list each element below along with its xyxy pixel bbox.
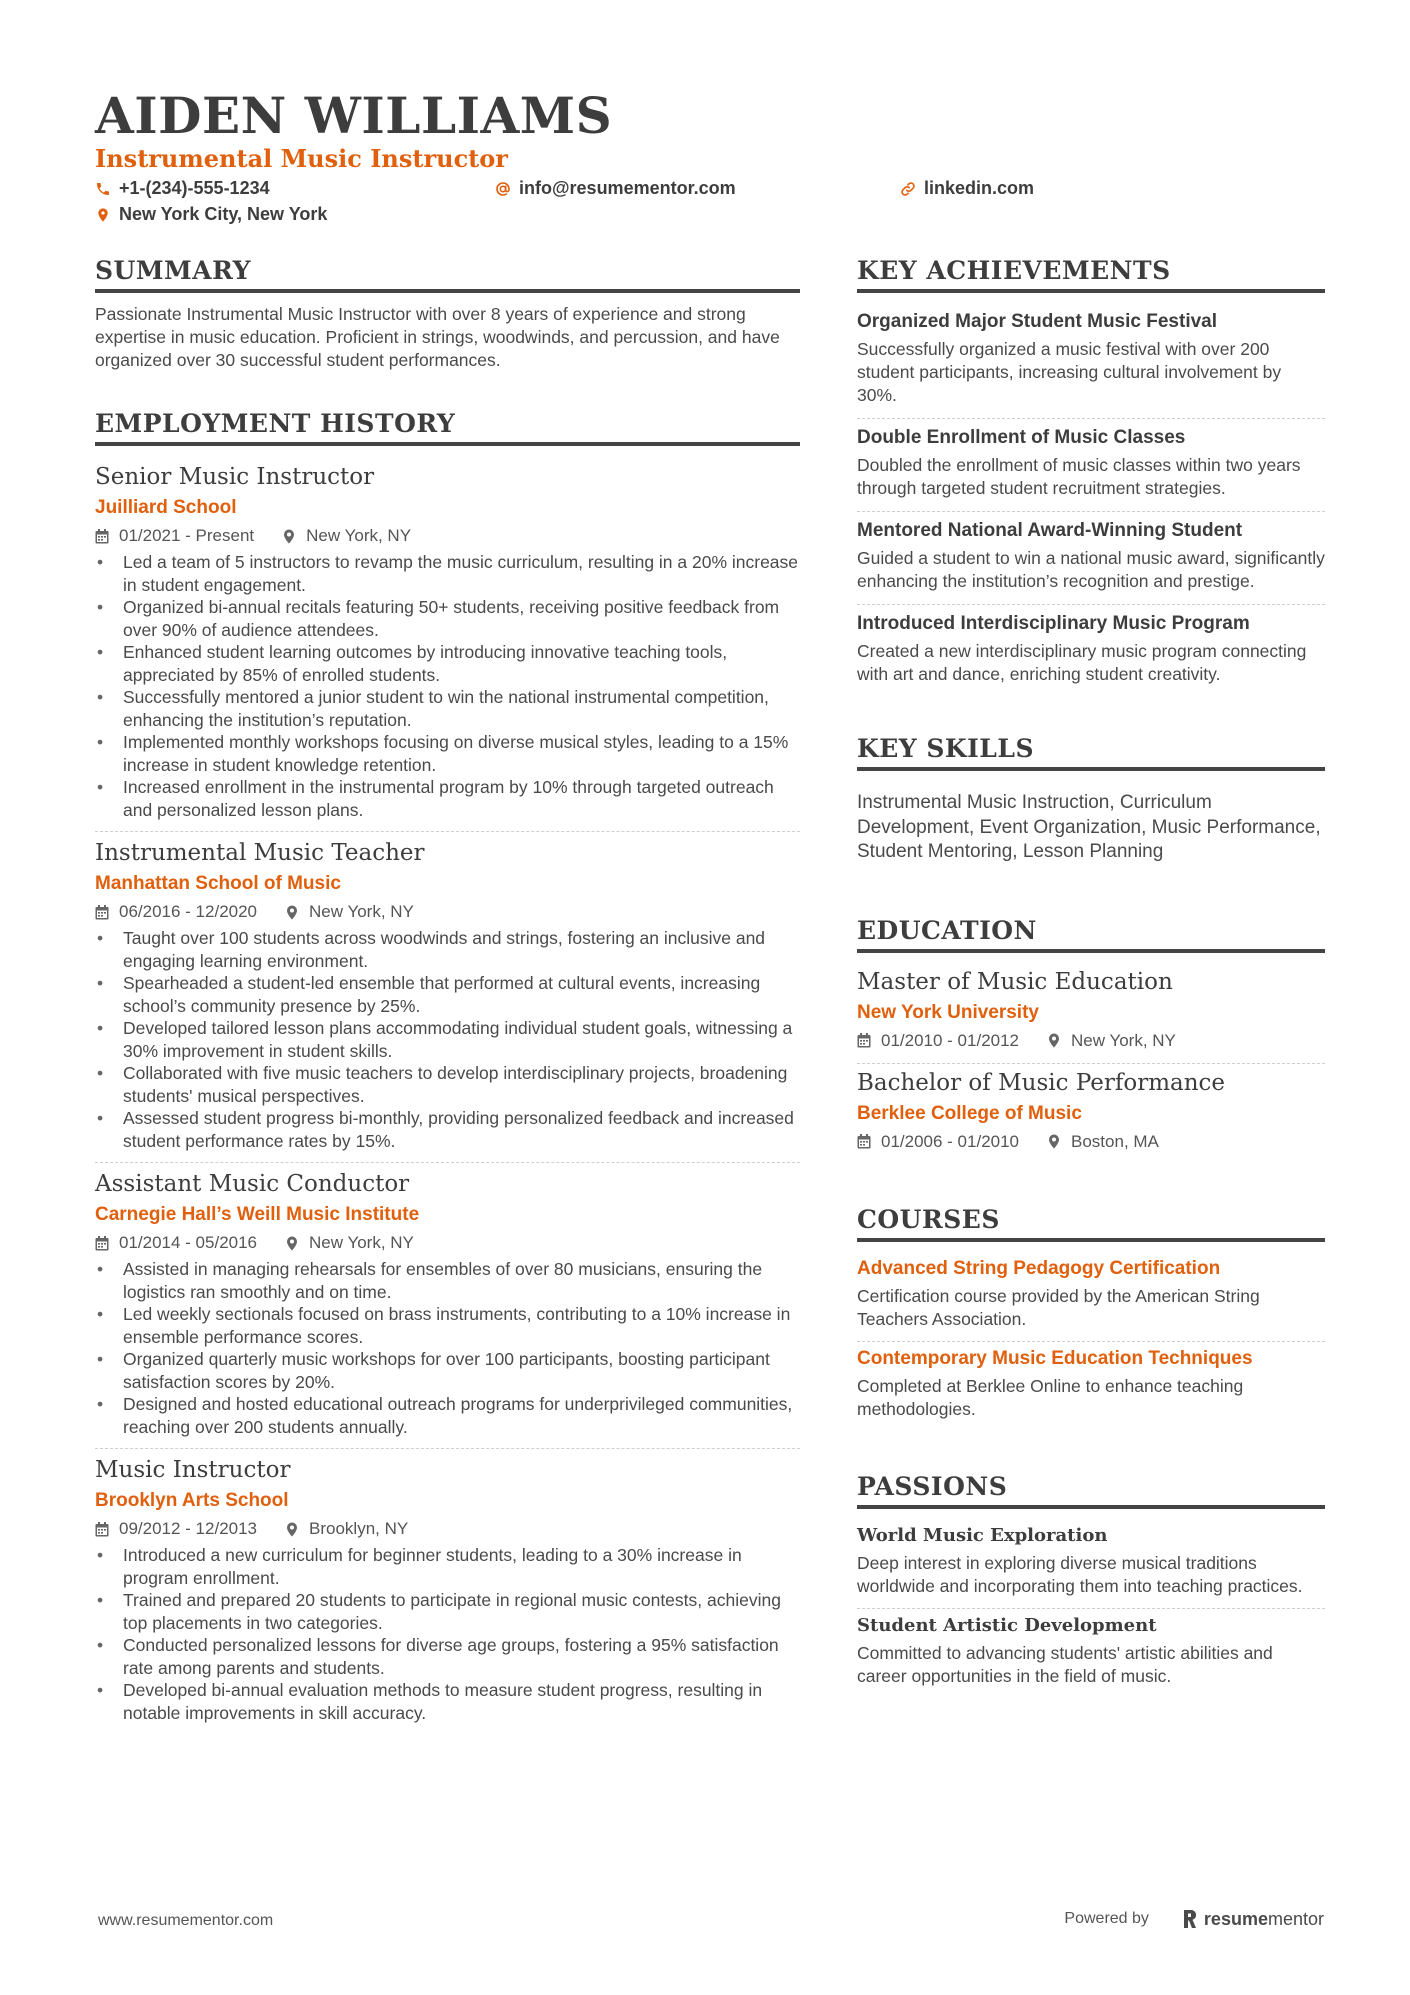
job-bullets (95, 1544, 800, 1724)
calendar-icon (95, 1522, 109, 1537)
job-entry (95, 832, 800, 1163)
employment-section (95, 408, 800, 1734)
brand-bold: resume (1203, 1908, 1268, 1929)
summary-section (95, 255, 800, 372)
passions-section (857, 1471, 1325, 1698)
achievement-title: Double Enrollment of Music Classes (857, 427, 1186, 448)
right-column (857, 255, 1325, 1734)
resume-header (95, 88, 1325, 230)
job-bullet: • Assisted in managing rehearsals for ensembles of over 80 musicians, ensuring the logistics ran smoothly and on time. (95, 1258, 800, 1303)
job-entry (95, 1163, 800, 1449)
map-pin-icon (282, 529, 296, 544)
job-bullet: • Assessed student progress bi-monthly, providing personalized feedback and increased student performance rates by 15%. (95, 1107, 800, 1152)
job-location: Brooklyn, NY (309, 1519, 409, 1538)
courses-list (857, 1252, 1325, 1431)
date-location-row (857, 1029, 1325, 1053)
passions-heading: PASSIONS (857, 1471, 1325, 1509)
passion-title: World Music Exploration (857, 1524, 1108, 1546)
link-icon (900, 181, 916, 197)
job-bullets (95, 551, 800, 821)
job-bullet: • Organized bi-annual recitals featuring 50+ students, receiving positive feedback from over 90% of audience attendees. (95, 596, 800, 641)
degree-title: Master of Music Education (857, 968, 1173, 995)
date-location-row (95, 524, 800, 548)
job-bullet: • Increased enrollment in the instrumental program by 10% through targeted outreach and personalized lesson plans. (95, 776, 800, 821)
job-title: Assistant Music Conductor (95, 1171, 410, 1197)
achievement-item (857, 512, 1325, 605)
candidate-name: AIDEN WILLIAMS (95, 86, 613, 145)
course-title: Contemporary Music Education Techniques (857, 1347, 1253, 1369)
map-pin-icon (1047, 1033, 1061, 1048)
achievement-text: Guided a student to win a national music award, significantly enhancing the institution’s recognition and prestige. (857, 548, 1325, 591)
map-pin-icon (285, 905, 299, 920)
job-bullet: • Organized quarterly music workshops for over 100 participants, boosting participant satisfaction scores by 20%. (95, 1348, 800, 1393)
contact-info (95, 178, 1325, 230)
linkedin-text: linkedin.com (924, 178, 1035, 198)
map-pin-icon (1047, 1134, 1061, 1149)
resumementor-logo-icon (1181, 1908, 1199, 1930)
phone-text: +1-(234)-555-1234 (119, 178, 270, 198)
course-item (857, 1252, 1325, 1342)
job-bullet: • Trained and prepared 20 students to participate in regional music contests, achieving top placements in two categories. (95, 1589, 800, 1634)
course-text: Certification course provided by the American String Teachers Association. (857, 1285, 1260, 1329)
at-icon (495, 181, 511, 197)
passion-title: Student Artistic Development (857, 1614, 1157, 1636)
job-bullet: • Implemented monthly workshops focusing on diverse musical styles, leading to a 15% increase in student knowledge retention. (95, 731, 800, 776)
job-bullet: • Collaborated with five music teachers to develop interdisciplinary projects, broadening students' musical perspectives. (95, 1062, 800, 1107)
courses-heading: COURSES (857, 1204, 1325, 1242)
jobs-list (95, 456, 800, 1734)
date-range: 01/2014 - 05/2016 (119, 1233, 258, 1252)
degree-title: Bachelor of Music Performance (857, 1069, 1226, 1096)
contact-email[interactable] (495, 178, 736, 199)
school-name: New York University (857, 1001, 1039, 1023)
company-name: Juilliard School (95, 497, 237, 518)
date-location-row (95, 1517, 800, 1541)
job-bullet: • Designed and hosted educational outreach programs for underprivileged communities, reaching over 200 students annually. (95, 1393, 800, 1438)
calendar-icon (95, 905, 109, 920)
job-bullet: • Successfully mentored a junior student to win the national instrumental competition, enhancing the institution’s reputation. (95, 686, 800, 731)
calendar-icon (857, 1033, 871, 1048)
job-title: Music Instructor (95, 1457, 291, 1483)
job-title: Senior Music Instructor (95, 464, 375, 490)
footer (98, 1908, 1324, 1936)
summary-text: Passionate Instrumental Music Instructor with over 8 years of experience and strong expertise in music education. Proficient in strings, woodwinds, and percussion, and have organized over 30 successful student performances. (95, 304, 780, 370)
job-entry (95, 456, 800, 832)
achievement-title: Organized Major Student Music Festival (857, 311, 1218, 332)
skills-section (857, 733, 1325, 865)
job-location: New York, NY (309, 1233, 414, 1252)
map-pin-icon (285, 1522, 299, 1537)
achievement-title: Introduced Interdisciplinary Music Program (857, 613, 1250, 634)
date-location-row (857, 1130, 1325, 1154)
job-location: Boston, MA (1071, 1131, 1159, 1151)
phone-icon (95, 181, 111, 197)
company-name: Brooklyn Arts School (95, 1490, 289, 1511)
calendar-icon (95, 1236, 109, 1251)
achievement-item (857, 605, 1325, 697)
education-section (857, 915, 1325, 1164)
employment-heading: EMPLOYMENT HISTORY (95, 408, 800, 446)
contact-location (95, 204, 327, 225)
education-item (857, 1064, 1325, 1164)
job-bullet: • Spearheaded a student-led ensemble that performed at cultural events, increasing school’s community presence by 25%. (95, 972, 800, 1017)
passion-text: Committed to advancing students' artistic abilities and career opportunities in the field of music. (857, 1642, 1273, 1686)
skills-text: Instrumental Music Instruction, Curriculum Development, Event Organization, Music Performance, Student Mentoring, Lesson Planning (857, 792, 1321, 862)
education-list (857, 963, 1325, 1164)
achievement-item (857, 303, 1325, 419)
education-item (857, 963, 1325, 1064)
date-range: 01/2010 - 01/2012 (881, 1030, 1020, 1050)
job-location: New York, NY (306, 526, 412, 545)
passion-item (857, 1519, 1325, 1609)
summary-heading: SUMMARY (95, 255, 800, 293)
date-range: 01/2021 - Present (119, 526, 255, 545)
achievements-section (857, 255, 1325, 697)
map-pin-icon (95, 207, 111, 223)
job-bullet: • Conducted personalized lessons for diverse age groups, fostering a 95% satisfaction rate among parents and students. (95, 1634, 800, 1679)
skills-heading: KEY SKILLS (857, 733, 1325, 771)
date-range: 01/2006 - 01/2010 (881, 1131, 1020, 1151)
powered-by-label: Powered by (1064, 1910, 1149, 1927)
footer-url[interactable]: www.resumementor.com (98, 1912, 274, 1929)
achievement-title: Mentored National Award-Winning Student (857, 520, 1243, 541)
job-bullet: • Enhanced student learning outcomes by introducing innovative teaching tools, appreciated by 85% of enrolled students. (95, 641, 800, 686)
achievement-text: Doubled the enrollment of music classes within two years through targeted student recruitment strategies. (857, 455, 1301, 498)
company-name: Manhattan School of Music (95, 873, 341, 894)
date-location-row (95, 1231, 800, 1255)
company-name: Carnegie Hall’s Weill Music Institute (95, 1204, 420, 1225)
achievements-list (857, 303, 1325, 697)
job-location: New York, NY (1071, 1030, 1176, 1050)
brand-light: mentor (1267, 1908, 1324, 1929)
course-title: Advanced String Pedagogy Certification (857, 1257, 1221, 1279)
date-range: 06/2016 - 12/2020 (119, 902, 258, 921)
job-bullet: • Introduced a new curriculum for beginner students, leading to a 30% increase in program enrollment. (95, 1544, 800, 1589)
contact-phone[interactable] (95, 178, 270, 199)
location-text: New York City, New York (119, 204, 328, 224)
brand-logo[interactable] (1181, 1908, 1324, 1930)
achievement-item (857, 419, 1325, 512)
achievement-text: Created a new interdisciplinary music program connecting with art and dance, enriching student creativity. (857, 641, 1307, 684)
job-bullet: • Led weekly sectionals focused on brass instruments, contributing to a 10% increase in ensemble performance scores. (95, 1303, 800, 1348)
job-bullet: • Developed bi-annual evaluation methods to measure student progress, resulting in notable improvements in skill accuracy. (95, 1679, 800, 1724)
education-heading: EDUCATION (857, 915, 1325, 953)
job-bullet: • Taught over 100 students across woodwinds and strings, fostering an inclusive and engaging learning environment. (95, 927, 800, 972)
job-entry (95, 1449, 800, 1734)
left-column (95, 255, 800, 1770)
job-bullet: • Developed tailored lesson plans accommodating individual student goals, witnessing a 30% improvement in student skills. (95, 1017, 800, 1062)
job-bullet: • Led a team of 5 instructors to revamp the music curriculum, resulting in a 20% increase in student engagement. (95, 551, 800, 596)
job-location: New York, NY (309, 902, 414, 921)
contact-linkedin[interactable] (900, 178, 1034, 199)
achievements-heading: KEY ACHIEVEMENTS (857, 255, 1325, 293)
footer-brand-area (1064, 1908, 1324, 1930)
job-bullets (95, 927, 800, 1152)
date-location-row (95, 900, 800, 924)
passion-text: Deep interest in exploring diverse musical traditions worldwide and incorporating them into teaching practices. (857, 1552, 1303, 1596)
passions-list (857, 1519, 1325, 1698)
course-item (857, 1342, 1325, 1431)
map-pin-icon (285, 1236, 299, 1251)
course-text: Completed at Berklee Online to enhance teaching methodologies. (857, 1375, 1244, 1419)
courses-section (857, 1204, 1325, 1431)
calendar-icon (857, 1134, 871, 1149)
passion-item (857, 1609, 1325, 1698)
school-name: Berklee College of Music (857, 1102, 1082, 1124)
date-range: 09/2012 - 12/2013 (119, 1519, 258, 1538)
job-title: Instrumental Music Teacher (95, 840, 425, 866)
calendar-icon (95, 529, 109, 544)
candidate-title: Instrumental Music Instructor (95, 144, 508, 173)
job-bullets (95, 1258, 800, 1438)
achievement-text: Successfully organized a music festival with over 200 student participants, increasing cultural involvement by 30%. (857, 339, 1282, 405)
email-text: info@resumementor.com (519, 178, 736, 198)
